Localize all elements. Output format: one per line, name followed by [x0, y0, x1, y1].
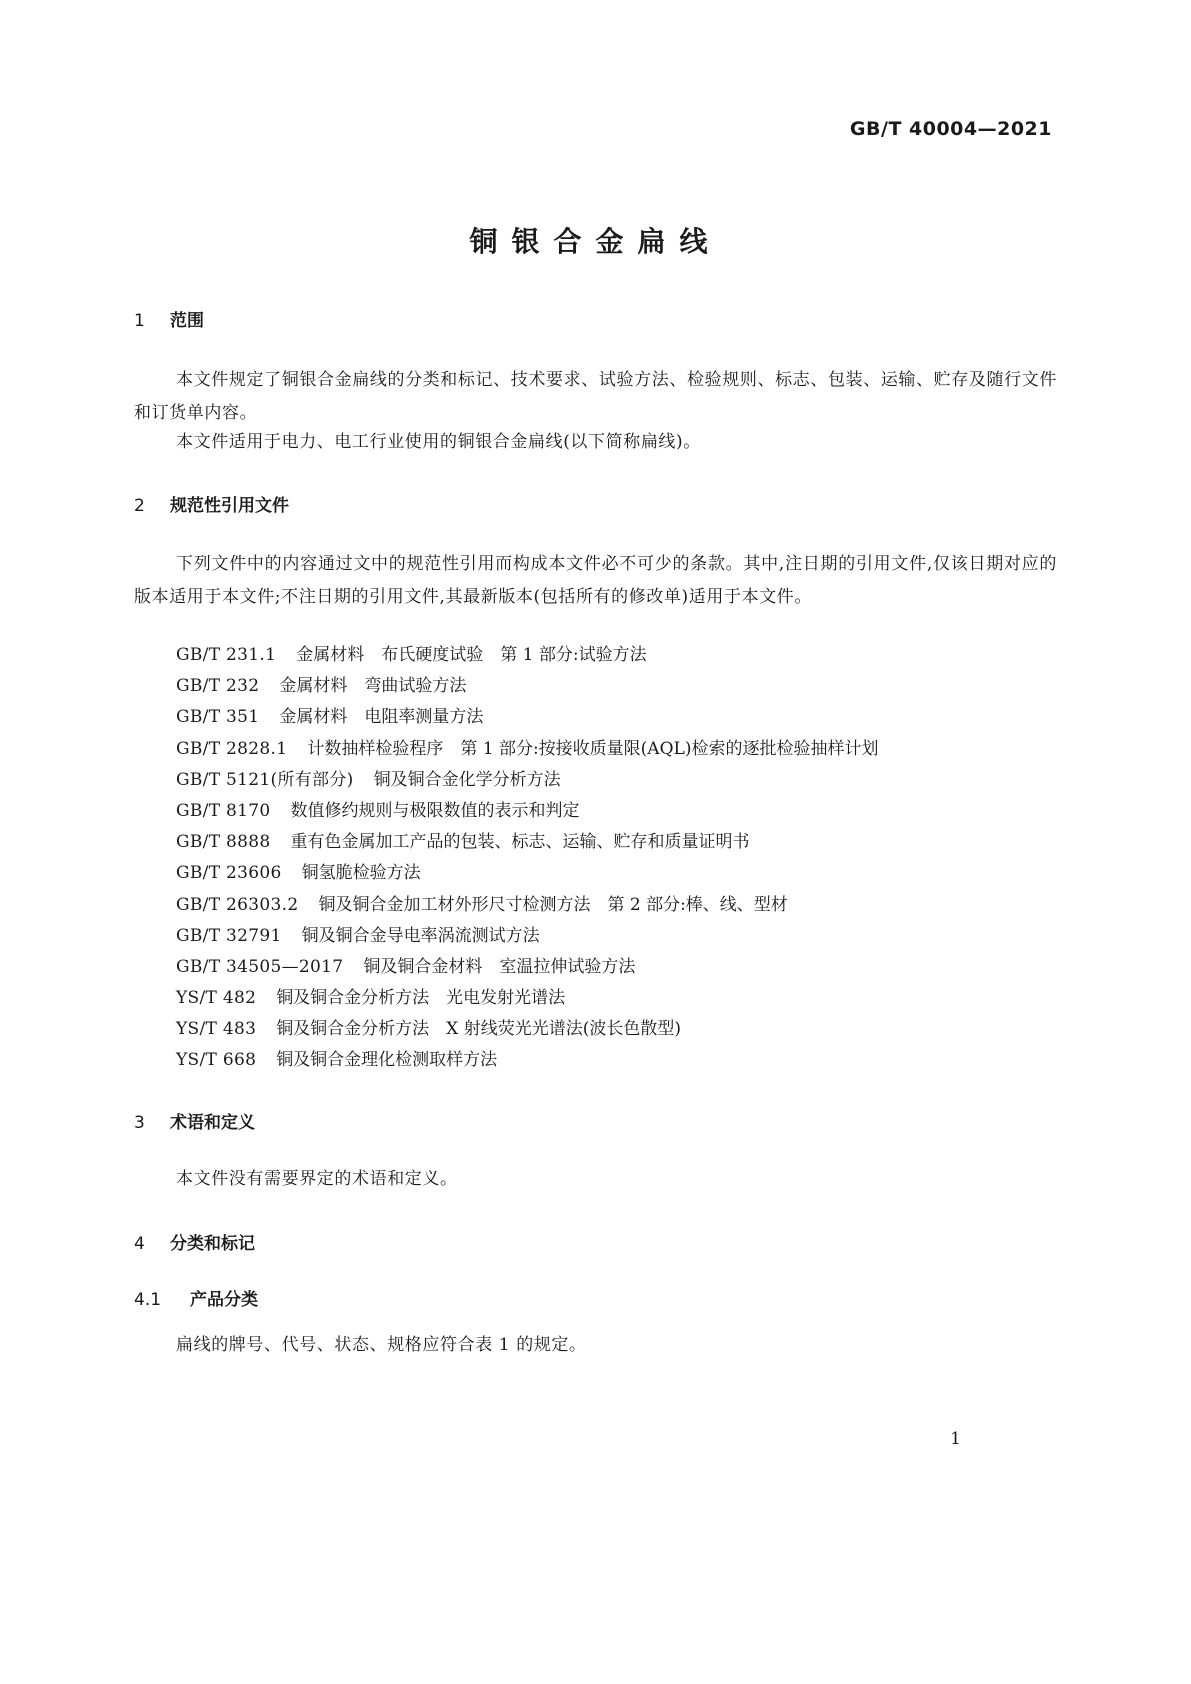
reference-title: 数值修约规则与极限数值的表示和判定 — [290, 800, 580, 821]
section-4-1-paragraph: 扁线的牌号、代号、状态、规格应符合表 1 的规定。 — [176, 1335, 587, 1355]
reference-code: GB/T 5121(所有部分) — [176, 769, 354, 790]
reference-title: 金属材料 布氏硬度试验 第 1 部分:试验方法 — [296, 645, 647, 665]
reference-item — [176, 734, 1056, 765]
reference-code: GB/T 32791 — [176, 925, 282, 946]
reference-code: YS/T 482 — [176, 988, 257, 1009]
section-1-heading — [134, 306, 204, 331]
reference-list — [176, 640, 1056, 1077]
section-number: 4.1 — [134, 1290, 162, 1310]
reference-title: 金属材料 弯曲试验方法 — [279, 676, 467, 697]
standard-number: GB/T 40004—2021 — [849, 118, 1052, 140]
reference-title: 铜及铜合金分析方法 光电发射光谱法 — [276, 988, 566, 1009]
section-number: 2 — [134, 496, 145, 516]
section-title: 分类和标记 — [170, 1234, 255, 1254]
section-4-1-heading — [134, 1285, 258, 1310]
section-number: 4 — [134, 1234, 145, 1254]
reference-title: 铜氢脆检验方法 — [301, 863, 421, 884]
section-title: 产品分类 — [190, 1290, 258, 1310]
reference-title: 铜及铜合金分析方法 X 射线荧光光谱法(波长色散型) — [276, 1019, 681, 1040]
reference-code: GB/T 26303.2 — [176, 894, 299, 915]
reference-item — [176, 983, 1056, 1014]
section-3-paragraph: 本文件没有需要界定的术语和定义。 — [176, 1169, 458, 1189]
page-number: 1 — [950, 1429, 961, 1449]
reference-code: YS/T 483 — [176, 1019, 257, 1040]
reference-item — [176, 858, 1056, 889]
reference-title: 铜及铜合金导电率涡流测试方法 — [301, 925, 540, 946]
section-2-intro: 下列文件中的内容通过文中的规范性引用而构成本文件必不可少的条款。其中,注日期的引用文件,仅该日期对应的版本适用于本文件;不注日期的引用文件,其最新版本(包括所有的修改单)适用于本文件。 — [134, 554, 1057, 607]
section-number: 3 — [134, 1113, 145, 1133]
reference-item — [176, 671, 1056, 702]
reference-item — [176, 640, 1056, 671]
section-2-heading — [134, 491, 289, 516]
reference-code: GB/T 34505—2017 — [176, 956, 344, 977]
reference-item — [176, 890, 1056, 921]
reference-code: YS/T 668 — [176, 1050, 257, 1071]
section-4-heading — [134, 1229, 255, 1254]
reference-title: 重有色金属加工产品的包装、标志、运输、贮存和质量证明书 — [290, 832, 750, 853]
reference-code: GB/T 8888 — [176, 832, 271, 853]
section-1-paragraph-1: 本文件规定了铜银合金扁线的分类和标记、技术要求、试验方法、检验规则、标志、包装、运输、贮存及随行文件和订货单内容。 — [134, 370, 1057, 423]
reference-code: GB/T 232 — [176, 676, 260, 697]
reference-item — [176, 827, 1056, 858]
reference-code: GB/T 8170 — [176, 800, 271, 821]
reference-item — [176, 952, 1056, 983]
reference-item — [176, 796, 1056, 827]
reference-code: GB/T 2828.1 — [176, 738, 288, 759]
section-title: 规范性引用文件 — [170, 496, 289, 516]
reference-title: 铜及铜合金材料 室温拉伸试验方法 — [363, 956, 636, 977]
section-title: 范围 — [170, 311, 204, 331]
section-number: 1 — [134, 311, 145, 331]
reference-title: 铜及铜合金加工材外形尺寸检测方法 第 2 部分:棒、线、型材 — [318, 894, 788, 915]
reference-code: GB/T 23606 — [176, 863, 282, 884]
reference-item — [176, 1014, 1056, 1045]
reference-title: 计数抽样检验程序 第 1 部分:按接收质量限(AQL)检索的逐批检验抽样计划 — [307, 738, 879, 759]
reference-title: 铜及铜合金理化检测取样方法 — [276, 1050, 498, 1071]
reference-item — [176, 921, 1056, 952]
reference-item — [176, 702, 1056, 733]
section-title: 术语和定义 — [170, 1113, 255, 1133]
reference-item — [176, 1045, 1056, 1076]
section-1-paragraph-2: 本文件适用于电力、电工行业使用的铜银合金扁线(以下简称扁线)。 — [176, 432, 701, 452]
document-title: 铜银合金扁线 — [469, 225, 722, 258]
reference-item — [176, 765, 1056, 796]
reference-code: GB/T 351 — [176, 707, 260, 728]
section-3-heading — [134, 1108, 255, 1133]
reference-title: 铜及铜合金化学分析方法 — [373, 769, 561, 790]
reference-title: 金属材料 电阻率测量方法 — [279, 707, 484, 728]
reference-code: GB/T 231.1 — [176, 645, 277, 665]
